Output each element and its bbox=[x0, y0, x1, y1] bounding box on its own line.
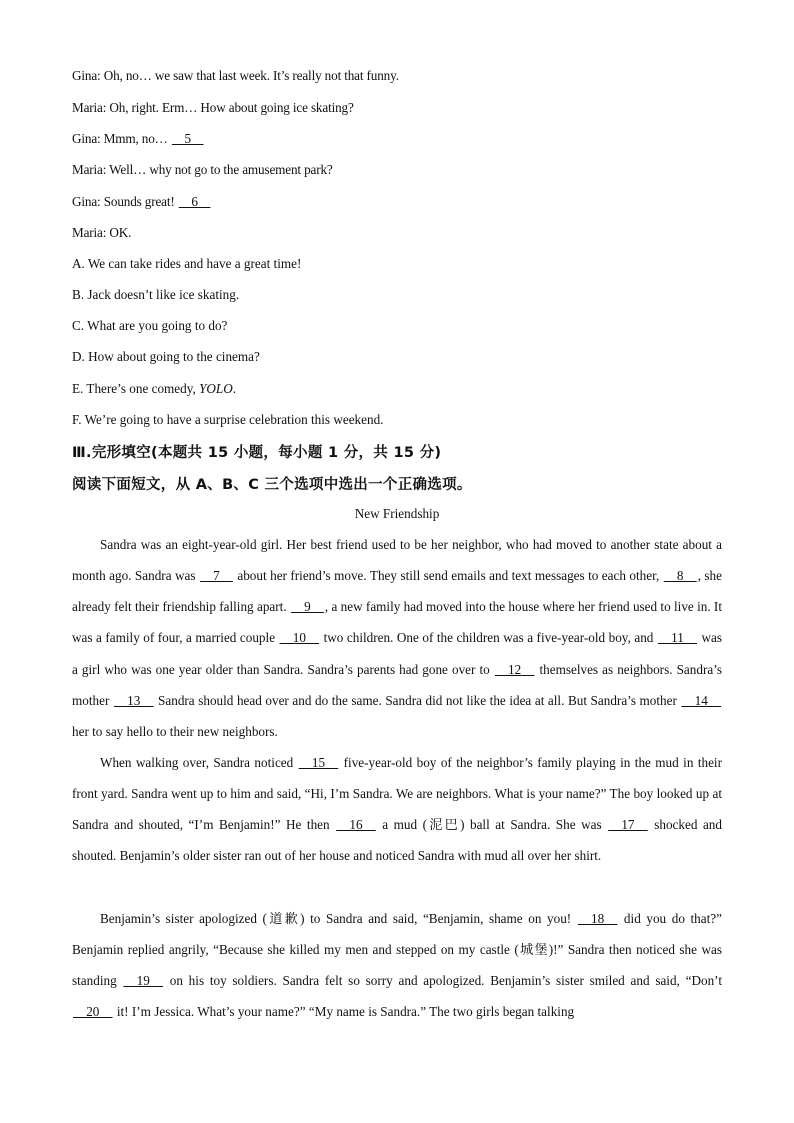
answer-blank-15: 15 bbox=[298, 755, 339, 770]
answer-blank-16: 16 bbox=[336, 817, 376, 833]
section-instruction: 阅读下面短文，从 A、B、C 三个选项中选出一个正确选项。 bbox=[72, 477, 472, 493]
title-italic: YOLO bbox=[199, 381, 233, 396]
option-item: C. What are you going to do? bbox=[72, 318, 228, 333]
dialogue-line bbox=[72, 194, 211, 210]
answer-blank-12: 12 bbox=[494, 661, 535, 677]
passage-paragraph: Benjamin’s sister apologized (道歉) to Sandra and said, “Benjamin, shame on you! 18 did you do that?” Benjamin replied angrily, “Because she killed my men and stepped on my castle (城堡)!” Sandra then noticed she was standing 19 on his toy soldiers. Sandra felt so sorry and apologized. Benjamin’s sister smiled and said, “Don’t 20 it! I’m Jessica. What’s your name?” “My name is Sandra.” The two girls began talking bbox=[72, 903, 722, 1028]
dialogue-text: Oh, no… we saw that last week. It’s really not that funny. bbox=[103, 68, 399, 83]
option-item: D. How about going to the cinema? bbox=[72, 349, 260, 364]
answer-blank-19: 19 bbox=[123, 973, 163, 989]
speaker-name: Gina: bbox=[72, 131, 104, 146]
dialogue-text: Well… why not go to the amusement park? bbox=[109, 162, 333, 177]
answer-blank-20: 20 bbox=[73, 1004, 113, 1020]
section-heading: Ⅲ.完形填空(本题共 15 小题，每小题 1 分，共 15 分) bbox=[72, 445, 442, 461]
answer-blank-18: 18 bbox=[577, 911, 618, 926]
passage-paragraph: When walking over, Sandra noticed 15 five-year-old boy of the neighbor’s family playing in the mud in their front yard. Sandra went up to him and said, “Hi, I’m Sandra. We are neighbors. What is your name?” The boy looked up at Sandra and shouted, “I’m Benjamin!” He then 16 a mud (泥巴) ball at Sandra. She was 17 shocked and shouted. Benjamin’s older sister ran out of her house and noticed Sandra with mud all over her shirt. bbox=[72, 747, 722, 872]
dialogue-line bbox=[72, 225, 131, 241]
passage-paragraph: Sandra was an eight-year-old girl. Her best friend used to be her neighbor, who had moved to another state about a month ago. Sandra was 7 about her friend’s move. They still send emails and text messages to each other, 8 , she already felt their friendship falling apart. 9 , a new family had moved into the house where her friend used to live in. It was a family of four, a married couple 10 two children. One of the children was a five-year-old boy, and 11 was a girl who was one year older than Sandra. Sandra’s parents had gone over to 12 themselves as neighbors. Sandra’s mother 13 Sandra should head over and do the same. Sandra did not like the idea at all. But Sandra’s mother 14 her to say hello to their new neighbors. bbox=[72, 537, 723, 739]
dialogue-text: OK. bbox=[109, 225, 132, 240]
answer-blank-6: 6 bbox=[178, 194, 211, 209]
dialogue-text: Mmm, no… bbox=[103, 131, 171, 146]
speaker-name: Gina: bbox=[72, 194, 104, 209]
dialogue-line bbox=[72, 68, 399, 84]
dialogue-line bbox=[72, 162, 333, 178]
dialogue-text: Sounds great! bbox=[103, 194, 178, 209]
answer-blank-8: 8 bbox=[663, 568, 697, 584]
passage-title: New Friendship bbox=[354, 506, 440, 521]
dialogue-text: Oh, right. Erm… How about going ice skating? bbox=[109, 100, 354, 115]
option-item: F. We’re going to have a surprise celebration this weekend. bbox=[72, 412, 384, 427]
answer-blank-7: 7 bbox=[199, 568, 233, 584]
speaker-name: Gina: bbox=[72, 68, 104, 83]
option-item: E. There’s one comedy, YOLO. bbox=[72, 381, 237, 396]
answer-blank-10: 10 bbox=[279, 630, 320, 646]
option-item: A. We can take rides and have a great time! bbox=[72, 256, 302, 271]
answer-blank-5: 5 bbox=[171, 131, 204, 146]
speaker-name: Maria: bbox=[72, 225, 110, 240]
dialogue-line bbox=[72, 131, 205, 147]
answer-blank-13: 13 bbox=[113, 692, 154, 708]
answer-blank-14: 14 bbox=[681, 692, 722, 708]
answer-blank-11: 11 bbox=[657, 630, 697, 646]
option-item: B. Jack doesn’t like ice skating. bbox=[72, 287, 240, 302]
answer-blank-9: 9 bbox=[290, 599, 324, 615]
dialogue-line bbox=[72, 100, 354, 116]
answer-blank-17: 17 bbox=[608, 817, 648, 833]
speaker-name: Maria: bbox=[72, 162, 110, 177]
speaker-name: Maria: bbox=[72, 100, 110, 115]
